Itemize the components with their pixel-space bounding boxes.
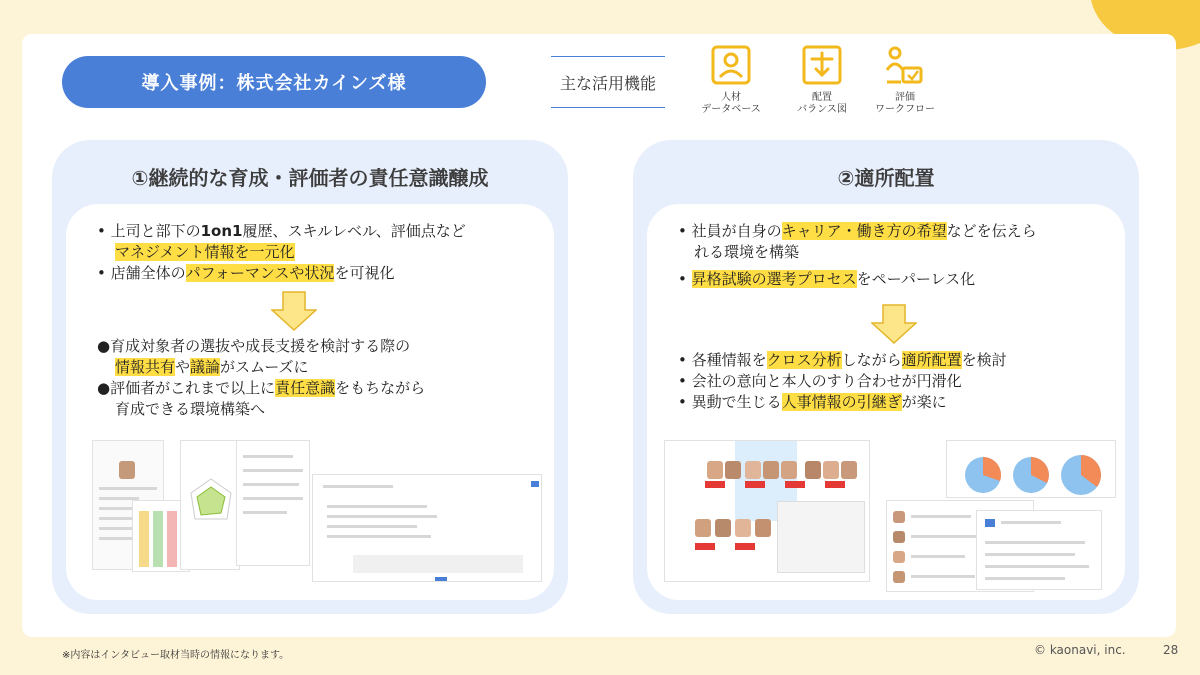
text-segment: 履歴、スキルレベル、評価点など [242,222,466,240]
highlight-text: 人事情報の引継ぎ [781,393,902,411]
highlight-text: キャリア・働き方の希望 [781,222,947,240]
highlight-text: 議論 [190,358,221,376]
panel1-before-text [97,221,466,284]
footnote: ※内容はインタビュー取材当時の情報になります。 [62,650,290,661]
text-segment: • 上司と部下の [97,222,201,240]
panel2-after-text [678,350,1007,413]
feature-label-line: バランス図 [797,104,847,115]
text-segment: をペーパーレス化 [856,270,976,288]
feature-placement-balance [777,44,867,116]
copyright: © kaonavi, inc. [1034,643,1126,657]
text-segment: がスムーズに [220,358,309,376]
radar-chart-icon [181,471,241,541]
text-segment: ●育成対象者の選抜や成長支援を検討する際の [97,337,411,355]
evaluation-list-thumbnail [236,440,310,566]
profile-card-icon [710,44,752,86]
text-segment: • 会社の意向と本人のすり合わせが円滑化 [678,372,962,390]
panel2-before-text [678,221,1037,290]
highlight-text: クロス分析 [766,351,842,369]
pie-chart-icon [947,441,1117,499]
panel-title: ②適所配置 [837,166,935,190]
case-title-pill: 導入事例：株式会社カインズ様 [62,56,486,108]
text-segment: などを伝えら [946,222,1037,240]
highlight-text: マネジメント情報を一元化 [115,243,295,261]
down-arrow-icon [871,304,917,344]
evaluation-workflow-icon [884,44,926,86]
text-segment-bold: 1on1 [200,222,243,240]
text-segment: • 各種情報を [678,351,767,369]
panel-title: ①継続的な育成・評価者の責任意識醸成 [131,166,489,190]
highlight-text: 責任意識 [275,379,336,397]
profile-photo [119,461,135,479]
survey-detail-thumbnail [976,510,1102,590]
text-segment: を検討 [961,351,1007,369]
text-segment: をもちながら [335,379,426,397]
features-label: 主な活用機能 [551,56,665,108]
placement-transfer-icon [801,44,843,86]
text-segment: ●評価者がこれまで以上に [97,379,276,397]
highlight-text: 情報共有 [115,358,176,376]
workflow-form-thumbnail [312,474,542,582]
text-segment: しながら [841,351,902,369]
feature-label-line: ワークフロー [875,104,935,115]
text-segment: • [678,270,692,288]
text-segment: • 異動で生じる [678,393,782,411]
highlight-text: 昇格試験の選考プロセス [691,270,857,288]
down-arrow-icon [271,291,317,331]
text-segment: を可視化 [334,264,395,282]
text-segment: 育成できる環境構築へ [115,400,266,418]
highlight-text: 適所配置 [901,351,962,369]
feature-label-line: 評価 [895,92,915,103]
page-number: 28 [1163,643,1179,657]
text-segment: • 社員が自身の [678,222,782,240]
feature-evaluation-workflow [860,44,950,116]
text-segment: や [175,358,191,376]
highlight-text: パフォーマンスや状況 [185,264,335,282]
radar-chart-thumbnail [180,440,240,570]
feature-label-line: 配置 [812,92,832,103]
feature-label-line: データベース [701,104,761,115]
text-segment: • 店舗全体の [97,264,186,282]
feature-label-line: 人材 [721,92,741,103]
pie-charts-thumbnail [946,440,1116,498]
text-segment: が楽に [901,393,947,411]
placement-map-thumbnail [664,440,870,582]
panel1-after-text [97,336,425,420]
feature-talent-database [686,44,776,116]
text-segment: れる環境を構築 [694,243,800,261]
